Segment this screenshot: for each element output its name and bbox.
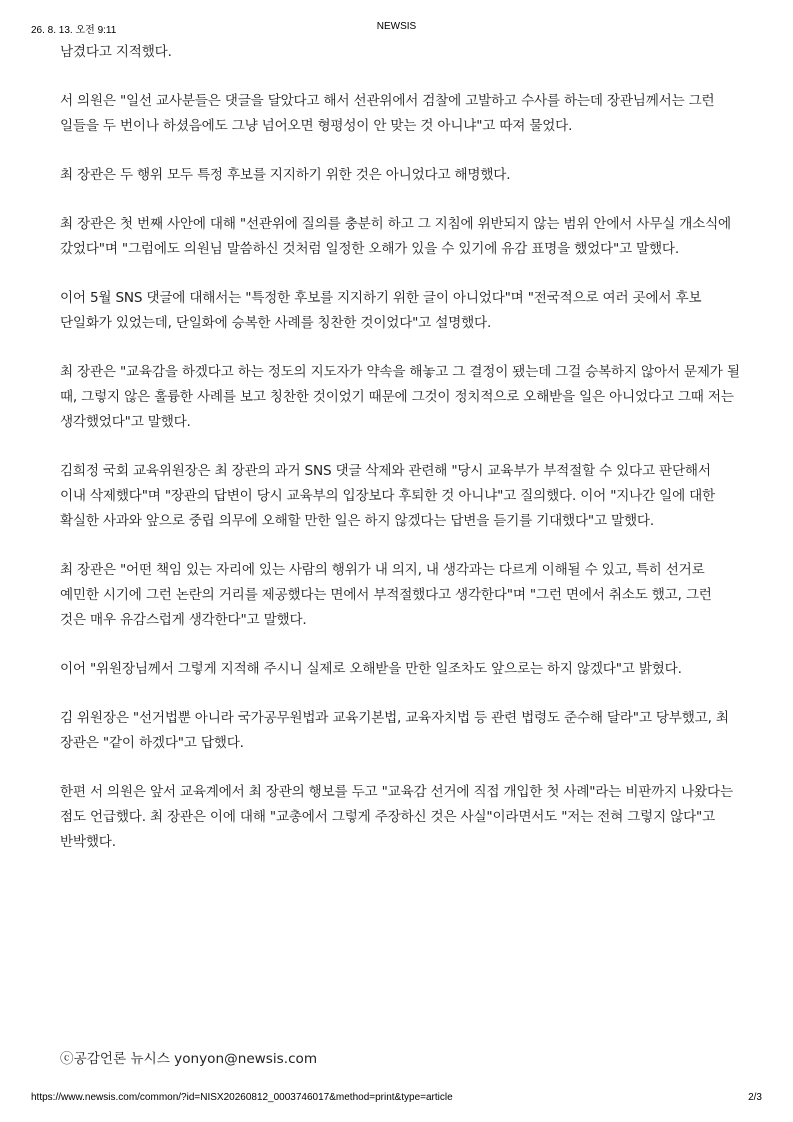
paragraph: 이어 "위원장님께서 그렇게 지적해 주시니 실제로 오해받을 만한 일조차도 앞으로는 하지 않겠다"고 밝혔다. xyxy=(60,661,682,677)
paragraph: 한편 서 의원은 앞서 교육계에서 최 장관의 행보를 두고 "교육감 선거에 직접 개입한 첫 사례"라는 비판까지 나왔다는 점도 언급했다. 최 장관은 이에 대해 "교총에서 그렇게 주장하신 것은 사실"이라면서도 "저는 전혀 그렇지 않다"고 반박했다. xyxy=(60,784,733,850)
footer-url: https://www.newsis.com/common/?id=NISX20260812_0003746017&method=print&type=article xyxy=(31,1092,453,1103)
paragraph: 김희정 국회 교육위원장은 최 장관의 과거 SNS 댓글 삭제와 관련해 "당시 교육부가 부적절할 수 있다고 판단해서 이내 삭제했다"며 "장관의 답변이 당시 교육부의 입장보다 후퇴한 것 아니냐"고 질의했다. 이어 "지나간 일에 대한 확실한 사과와 앞으로 중립 의무에 오해할 만한 일은 하지 않겠다는 답변을 듣기를 기대했다"고 말했다. xyxy=(60,463,716,529)
paragraph: 최 장관은 첫 번째 사안에 대해 "선관위에 질의를 충분히 하고 그 지침에 위반되지 않는 범위 안에서 사무실 개소식에 갔었다"며 "그럼에도 의원님 말씀하신 것처럼 일정한 오해가 있을 수 있기에 유감 표명을 했었다"고 말했다. xyxy=(60,216,731,257)
paragraph: 서 의원은 "일선 교사분들은 댓글을 달았다고 해서 선관위에서 검찰에 고발하고 수사를 하는데 장관님께서는 그런 일들을 두 번이나 하셨음에도 그냥 넘어오면 형평성이 안 맞는 것 아니냐"고 따져 물었다. xyxy=(60,93,715,134)
page-number: 2/3 xyxy=(748,1092,762,1103)
byline-credit: ⓒ공감언론 뉴시스 yonyon@newsis.com xyxy=(60,1051,318,1067)
paragraph: 최 장관은 두 행위 모두 특정 후보를 지지하기 위한 것은 아니었다고 해명했다. xyxy=(60,167,511,183)
article-body xyxy=(60,40,740,879)
paragraph: 김 위원장은 "선거법뿐 아니라 국가공무원법과 교육기본법, 교육자치법 등 관련 법령도 준수해 달라"고 당부했고, 최 장관은 "같이 하겠다"고 답했다. xyxy=(60,710,729,751)
paragraph: 이어 5월 SNS 댓글에 대해서는 "특정한 후보를 지지하기 위한 글이 아니었다"며 "전국적으로 여러 곳에서 후보 단일화가 있었는데, 단일화에 승복한 사례를 칭찬한 것이었다"고 설명했다. xyxy=(60,290,702,331)
paragraph: 최 장관은 "교육감을 하겠다고 하는 정도의 지도자가 약속을 해놓고 그 결정이 됐는데 그걸 승복하지 않아서 문제가 될 때, 그렇지 않은 훌륭한 사례를 보고 칭찬한 것이었기 때문에 그것이 정치적으로 오해받을 일은 아니었다고 그때 저는 생각했었다"고 말했다. xyxy=(60,364,740,430)
print-date: 26. 8. 13. 오전 9:11 xyxy=(31,25,117,36)
site-name: NEWSIS xyxy=(376,21,417,32)
paragraph: 남겼다고 지적했다. xyxy=(60,44,172,60)
paragraph: 최 장관은 "어떤 책임 있는 자리에 있는 사람의 행위가 내 의지, 내 생각과는 다르게 이해될 수 있고, 특히 선거로 예민한 시기에 그런 논란의 거리를 제공했다는 면에서 부적절했다고 생각한다"며 "그런 면에서 취소도 했고, 그런 것은 매우 유감스럽게 생각한다"고 말했다. xyxy=(60,562,712,628)
